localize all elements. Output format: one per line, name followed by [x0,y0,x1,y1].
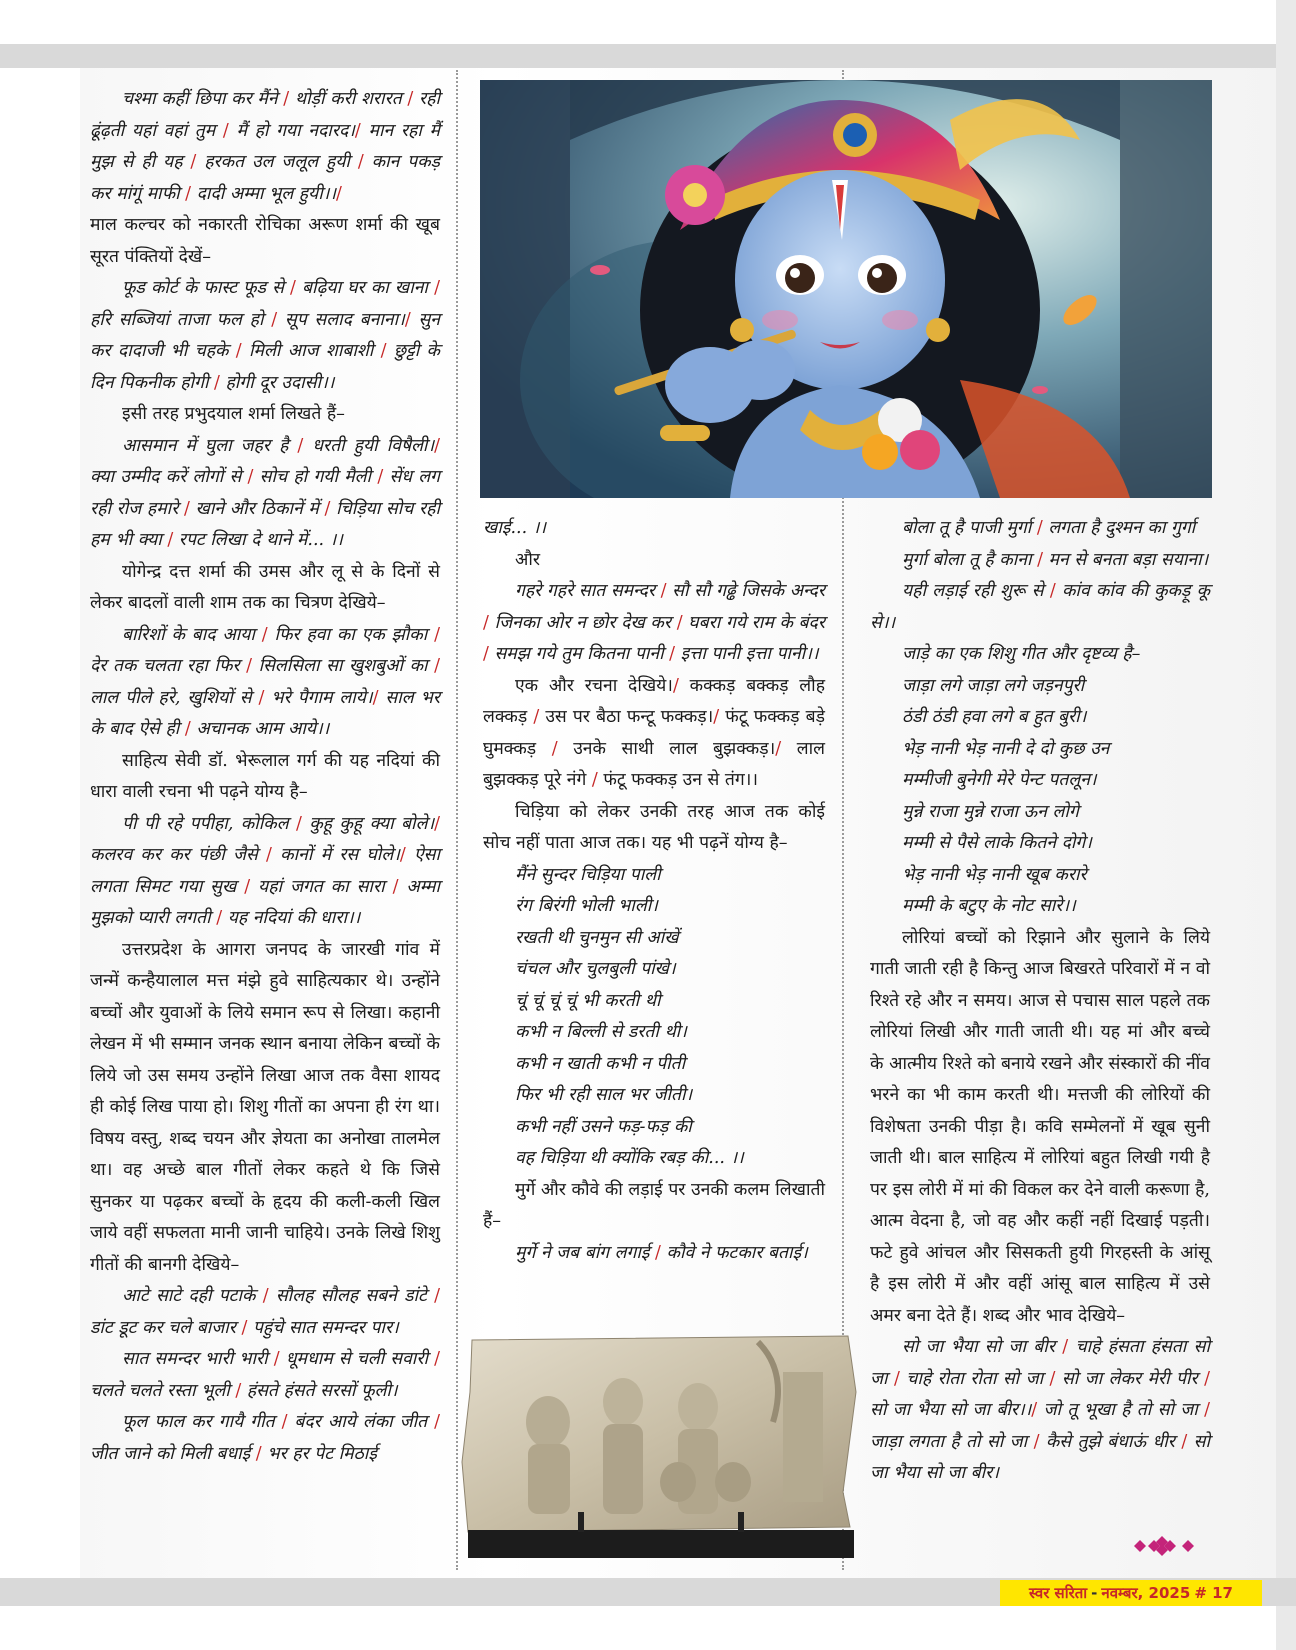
article-paragraph: लोरियां बच्चों को रिझाने और सुलाने के लिये गाती जाती रही है किन्तु आज बिखरते परिवारों में न वो रिश्ते रहे और न समय। आज से पचास साल पहले तक लोरियां लिखी और गाती जाती थी। यह मां और बच्चे के आत्मीय रिश्ते को बनाये रखने और संस्कारों की नींव भरने का भी काम करती थी। मत्तजी की लोरियों की विशेषता उनकी पीड़ा है। कवि सम्मेलनों में खूब सुनी जाती थी। बाल साहित्य में लोरियां बहुत लिखी गयी है पर इस लोरी में मां की विकल कर देने वाली करूणा है, आत्म वेदना है, जो वह और कहीं नहीं दिखाई पड़ती। फटे हुवे आंचल और सिसकती हुयी गिरहस्ती के आंसू है इस लोरी में और वहीं आंसू बाल साहित्य में उसे अमर बना देते हैं। शब्द और भाव देखिये– [870,927,1210,1326]
article-paragraph: मुर्गे और कौवे की लड़ाई पर उनकी कलम लिखाती हैं– [483,1179,825,1231]
column-3 [870,513,1210,1490]
verse-separator: / [483,644,489,664]
verse-line: वह चिड़िया थी क्योंकि रबड़ की... ।। [515,1148,744,1168]
verse-separator: / [222,120,229,141]
article-paragraph: माल कल्चर को नकारती रोचिका अरूण शर्मा की खूब सूरत पंक्तियों देखें– [90,215,440,267]
verse-line: मम्मी से पैसे लाके कितने दोगे। [902,833,1092,853]
verse-line: भेड़ नानी भेड़ नानी दे दो कुछ उन [902,738,1110,759]
verse-separator: / [235,1380,242,1401]
verse-line: मम्मीजी बुनेगी मेरे पेन्ट पतलून। [902,770,1097,790]
article-paragraph: एक और रचना देखिये।/ कक्कड़ बक्कड़ लौह लक्कड़ / उस पर बैठा फन्टू फक्कड़।/ फंटू फक्कड़ बड़े घुमक्कड़ / उनके साथी लाल बुझक्कड़।/ लाल बुझक्कड़ पूरे नंगे / फंटू फक्कड़ उन से तंग।। [483,675,825,790]
verse-separator: / [1062,1337,1069,1357]
column-2 [483,513,825,1269]
verse-line: मैंने सुन्दर चिड़िया पाली [515,864,661,885]
verse-separator: / [399,845,406,865]
column-1 [90,84,440,1470]
page-number: # 17 [1194,1584,1233,1602]
poem-stanza: फूड कोर्ट के फास्ट फूड से / बढ़िया घर का खाना / हरि सब्जियां ताजा फल हो / सूप सलाद बनाना।/ सुन कर दादाजी भी चहके / मिली आज शाबाशी / छुट्टी के दिन पिकनीक होगी / होगी दूर उदासी।। [90,278,441,393]
verse-separator: / [244,876,251,897]
verse-separator: / [297,435,304,456]
verse-separator: / [713,707,720,727]
verse-separator: / [1036,518,1043,538]
verse-line: भेड़ नानी भेड़ नानी खूब करारे [902,864,1087,885]
verse-line: मम्मी के बटुए के नोट सारे।। [902,896,1076,916]
verse-separator: / [372,687,379,708]
verse-separator: / [775,738,782,759]
krishna-illustration [480,80,1212,498]
poem-stanza: मुर्गे ने जब बांग लगाई / कौवे ने फटकार बताई। [515,1242,808,1263]
verse-separator: / [290,278,296,298]
poem-stanza: खाई... ।। [483,518,546,538]
poem-stanza: मुर्गा बोला तू है काना / मन से बनता बड़ा सयाना। [902,549,1209,570]
poem-stanza: पी पी रहे पपीहा, कोकिल / कुहू कुहू क्या बोले।/ कलरव कर कर पंछी जैसे / कानों में रस घोले।/ ऐसा लगता सिमट गया सुख / यहां जगत का सारा / अम्मा मुझको प्यारी लगती / यह नदियां की धारा।। [90,813,440,928]
verse-separator: / [261,624,268,645]
verse-separator: / [1033,1431,1040,1452]
article-paragraph: और [515,549,541,570]
verse-separator: / [434,435,441,456]
diamond-ornament-icon [1130,1534,1210,1558]
verse-separator: / [1204,1400,1210,1420]
article-paragraph: चिड़िया को लेकर उनकी तरह आज तक कोई सोच नहीं पाता आज तक। यह भी पढ़नें योग्य है– [483,801,825,853]
page-edge [1276,0,1296,1650]
verse-separator: / [273,1349,280,1369]
verse-separator: / [655,1242,661,1263]
verse-separator: / [216,908,223,928]
verse-line: कभी नहीं उसने फड़-फड़ की [515,1116,692,1137]
article-paragraph: इसी तरह प्रभुदयाल शर्मा लिखते हैं– [122,404,345,424]
poem-stanza: आसमान में घुला जहर है / धरती हुयी विषैली।/ क्या उम्मीद करें लोगों से / सोच हो गयी मैली / सेंध लग रही रोज हमारे / खाने और ठिकानें में / चिड़िया सोच रही हम भी क्या / रपट लिखा दे थाने में... ।। [90,435,441,550]
verse-separator: / [1049,1368,1056,1389]
verse-separator: / [246,656,253,676]
verse-line: रंग बिरंगी भोली भाली। [515,896,658,916]
verse-separator: / [1031,1400,1038,1420]
poem-stanza: बारिशों के बाद आया / फिर हवा का एक झौका / देर तक चलता रहा फिर / सिलसिला सा खुशबुओं का / लाल पीले हरे, खुशियों से / भरे पैगाम लाये।/ साल भर के बाद ऐसे ही / अचानक आम आये।। [90,624,440,739]
verse-separator: / [483,612,489,633]
verse-line: फिर भी रही साल भर जीती। [515,1085,693,1105]
article-paragraph: उत्तरप्रदेश के आगरा जनपद के जारखी गांव में जन्में कन्हैयालाल मत्त मंझे हुवे साहित्यकार थे। उन्होंने बच्चों और युवाओं के लिये समान रूप से लिखा। कहानी लेखन में भी सम्मान जनक स्थान बनाया लेकिन बच्चों के लिये जो उस समय उन्होंने लिखा आज तक वैसा शायद ही कोई लिख पाया हो। शिशु गीतों का अपना ही रंग था। विषय वस्तु, शब्द चयन और ज्ञेयता का अनोखा तालमेल था। वह अच्छे बाल गीतों लेकर कहते थे कि जिसे सुनकर या पढ़कर बच्चों के हृदय की कली-कली खिल जाये वहीं सफलता मानी जानी चाहिये। उनके लिखे शिशु गीतों की बानगी देखिये– [90,939,440,1275]
verse-separator: / [591,770,598,790]
poem-stanza: गहरे गहरे सात समन्दर / सौ सौ गढ्ढे जिसके अन्दर / जिनका ओर न छोर देख कर / घबरा गये राम के बंदर / समझ गये तुम कितना पानी / इत्ता पानी इत्ता पानी।। [483,581,825,664]
verse-separator: / [184,498,190,519]
poem-stanza: यही लड़ाई रही शुरू से / कांव कांव की कुकड़ू कू से।। [870,581,1211,633]
verse-separator: / [184,719,191,739]
verse-separator: / [669,644,676,664]
issue-date: नवम्बर, 2025 [1101,1584,1191,1602]
article-paragraph: योगेन्द्र दत्त शर्मा की उमस और लू से के दिनों से लेकर बादलों वाली शाम तक का चित्रण देखिये– [90,561,440,613]
verse-separator: / [434,656,440,676]
verse-separator: / [185,183,192,204]
verse-separator: / [235,341,242,361]
poem-stanza: चश्मा कहीं छिपा कर मैंने / थोड़ीं करी शरारत / रही ढूंढ़ती यहां वहां तुम / मैं हो गया नदारद।/ मान रहा मैं मुझ से ही यह / हरकत उल जलूल हुयी / कान पकड़ कर मांगूं माफी / दादी अम्मा भूल हुयी।।/ [90,89,441,204]
verse-line: कभी न खाती कभी न पीती [515,1053,686,1074]
verse-separator: / [190,152,197,172]
stone-relief-sculpture [458,1332,860,1562]
magazine-name: स्वर सरिता [1029,1584,1088,1602]
footer-separator: - [1091,1584,1098,1602]
verse-separator: / [1181,1431,1188,1452]
poem-stanza: सात समन्दर भारी भारी / धूमधाम से चली सवारी / चलते चलते रस्ता भूली / हंसते हंसते सरसों फूली। [90,1349,440,1401]
page-footer [1000,1580,1262,1606]
verse-separator: / [893,1368,900,1389]
article-paragraph: साहित्य सेवी डॉ. भेरूलाल गर्ग की यह नदियां की धारा वाली रचना भी पढ़ने योग्य है– [90,750,440,802]
verse-separator: / [283,89,290,109]
verse-separator: / [214,372,220,393]
verse-separator: / [281,1412,288,1432]
verse-separator: / [1204,1368,1210,1389]
verse-separator: / [296,813,302,834]
verse-separator: / [434,813,440,834]
verse-separator: / [336,183,342,204]
verse-separator: / [672,675,679,696]
verse-separator: / [262,1286,269,1306]
verse-separator: / [258,687,265,708]
verse-separator: / [434,1349,440,1369]
verse-separator: / [404,309,411,330]
verse-separator: / [1049,581,1056,601]
verse-separator: / [551,738,558,759]
verse-separator: / [434,1286,440,1306]
verse-separator: / [354,120,361,141]
verse-separator: / [1037,549,1043,570]
poem-stanza: बोला तू है पाजी मुर्गा / लगता है दुश्मन का गुर्गा [902,518,1196,538]
top-margin [0,0,1296,42]
verse-separator: / [434,1412,440,1432]
verse-line: कभी न बिल्ली से डरती थी। [515,1022,687,1042]
verse-line: रखती थी चुनमुन सी आंखें [515,927,679,948]
verse-line: जाड़ा लगे जाड़ा लगे जड़नपुरी [902,675,1085,696]
verse-line: चंचल और चुलबुली पांखे। [515,959,676,979]
verse-line: चूं चूं चूं चूं भी करती थी [515,990,661,1011]
verse-line: मुन्ने राजा मुन्ने राजा ऊन लोगे [902,801,1079,822]
verse-separator: / [660,581,667,601]
verse-separator: / [392,876,399,897]
poem-stanza: सो जा भैया सो जा बीर / चाहे हंसता हंसता सो जा / चाहे रोता रोता सो जा / सो जा लेकर मेरी पीर / सो जा भैया सो जा बीर।।/ जो तू भूखा है तो सो जा / जाड़ा लगता है तो सो जा / कैसे तुझे बंधाऊं धीर / सो जा भैया सो जा बीर। [870,1337,1211,1483]
verse-separator: / [533,707,540,727]
verse-separator: / [255,1443,262,1464]
verse-separator: / [266,845,272,865]
poem-stanza: आटे साटे दही पटाके / सौलह सौलह सबने डांटे / डांट डूट कर चले बाजार / पहुंचे सात समन्दर पार। [90,1286,440,1338]
verse-separator: / [241,1317,248,1338]
verse-separator: / [434,624,440,645]
header-stripe [0,44,1276,68]
poem-stanza: फूल फाल कर गायै गीत / बंदर आये लंका जीत / जीत जाने को मिली बधाई / भर हर पेट मिठाई [90,1412,440,1464]
verse-separator: / [247,467,254,487]
verse-separator: / [676,612,683,633]
verse-separator: / [324,498,331,519]
verse-line: जाड़े का एक शिशु गीत और दृष्टव्य है– [902,644,1141,664]
verse-separator: / [434,278,440,298]
verse-separator: / [407,89,414,109]
verse-separator: / [167,530,174,550]
verse-separator: / [377,467,384,487]
verse-line: ठंडी ठंडी हवा लगे ब हुत बुरी। [902,707,1087,727]
verse-separator: / [357,152,364,172]
verse-separator: / [380,341,387,361]
verse-separator: / [271,309,278,330]
